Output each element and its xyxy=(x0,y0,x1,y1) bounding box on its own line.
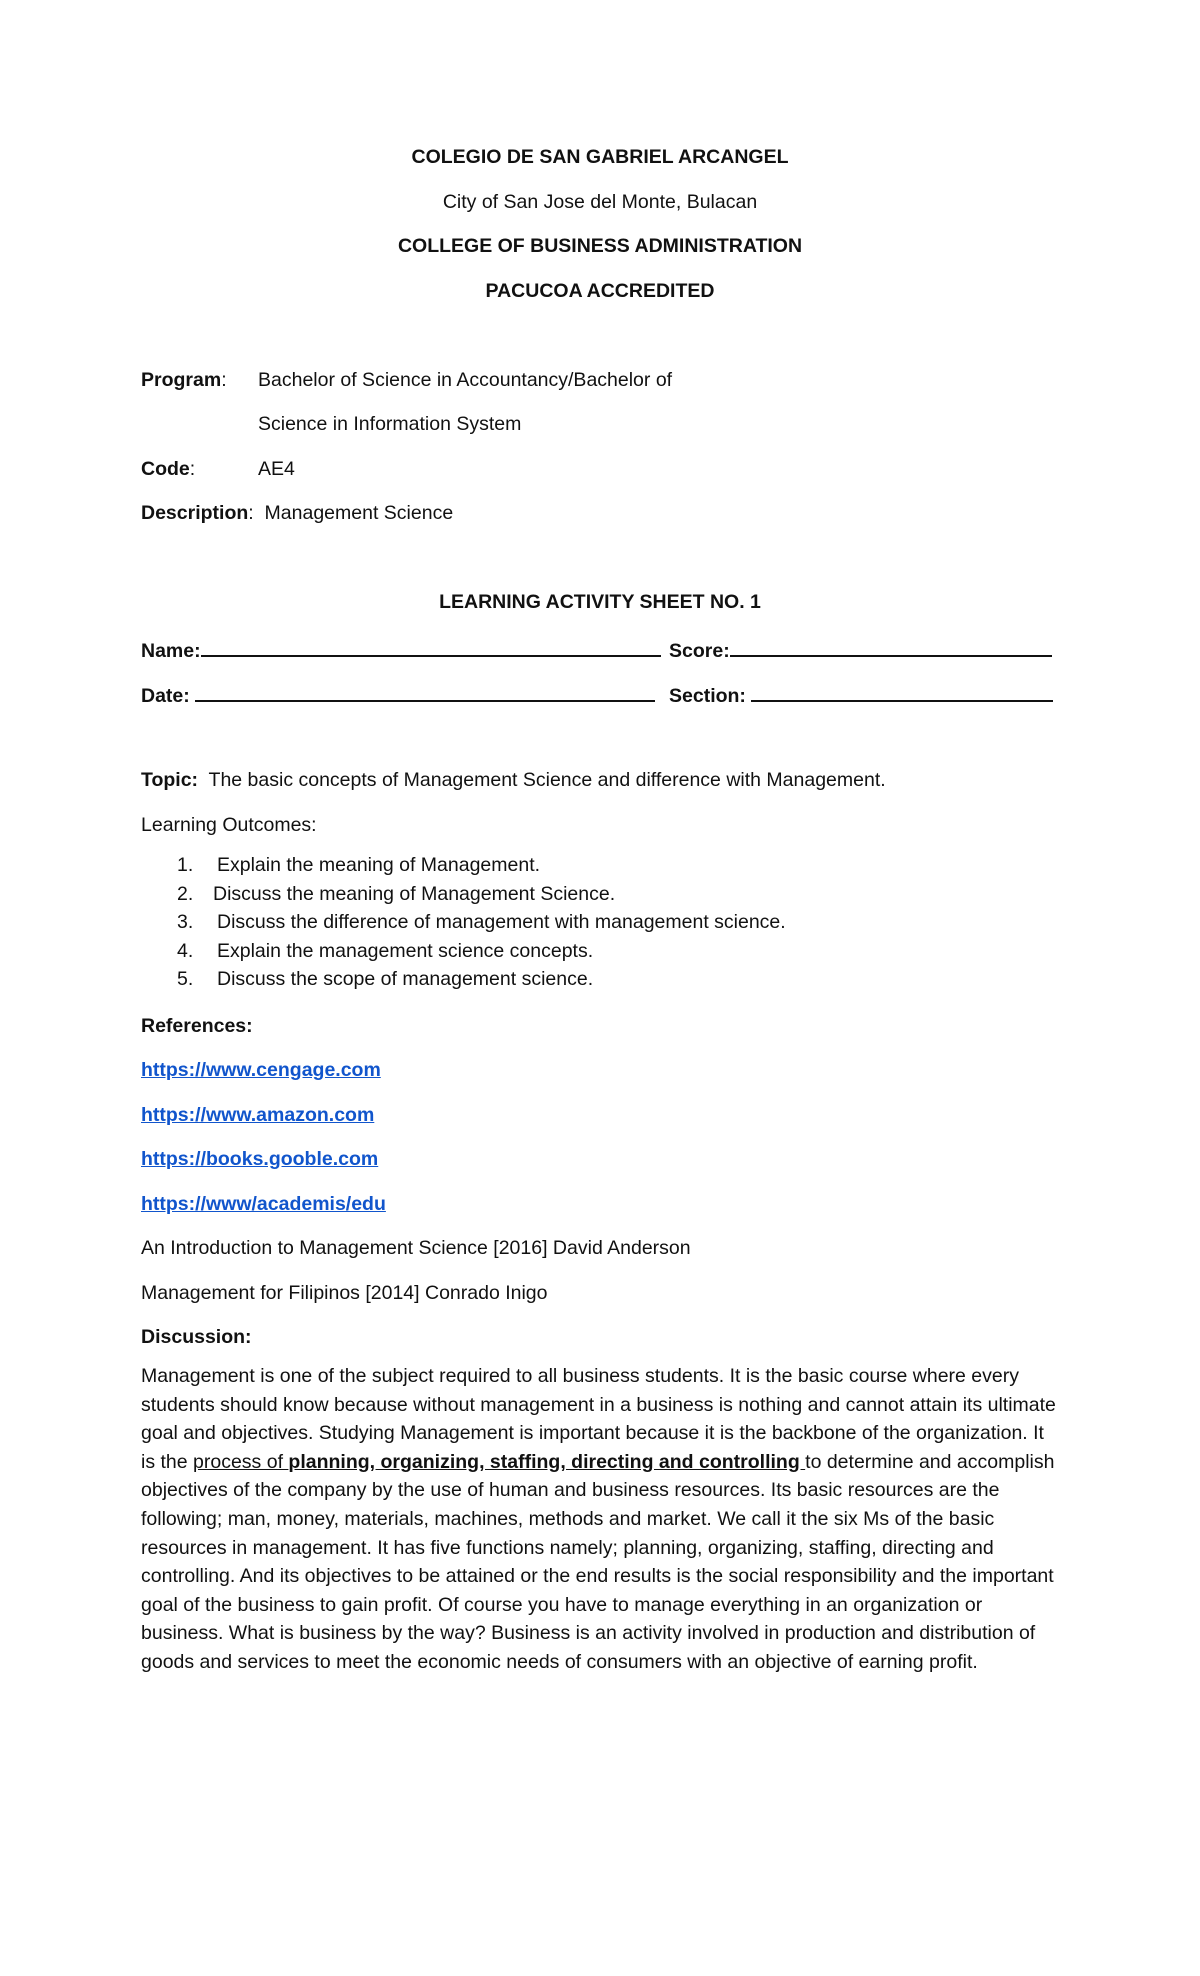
score-label: Score: xyxy=(669,640,730,662)
accreditation: PACUCOA ACCREDITED xyxy=(485,280,715,302)
section-field[interactable] xyxy=(669,678,1053,711)
description-label: Description xyxy=(141,502,249,524)
description-value: Management Science xyxy=(264,502,454,524)
topic-label: Topic: xyxy=(141,769,199,791)
reference-link-amazon[interactable]: https://www.amazon.com xyxy=(141,1104,375,1126)
score-field[interactable] xyxy=(669,633,1052,666)
college-name: COLLEGE OF BUSINESS ADMINISTRATION xyxy=(397,235,803,257)
name-field[interactable] xyxy=(141,633,661,666)
score-blank[interactable] xyxy=(730,633,1052,657)
sheet-title: LEARNING ACTIVITY SHEET NO. 1 xyxy=(439,591,761,613)
document-page: COLEGIO DE SAN GABRIEL ARCANGEL City of San Jose del Monte, Bulacan COLLEGE OF BUSINESS ADMINISTRATION PACUCOA ACCREDITED Program: Bachelor of Science in Accountancy/Bachelor of Science in Information System Code: AE4 Description: Management Science LEARNING ACTIVITY SHEET NO. 1 Name: Score: Date: Section: Topic: The basic concepts of Management Science and difference with Management. Learning Outcomes: 1. Explain the meaning of Management. 2. Discuss the meaning of Management Science. 3. Discuss the difference of management with management science. 4. Explain the management science concepts. 5. Discuss the scope of management science. References: https://www.cengage.com https://www.amazon.com https://books.gooble.com https://www/academis/edu An Introduction to Management Science [2016] David Anderson Management for Filipinos [2014] Conrado Inigo Discussion: Management is one of the subject required to all business students. It is the basic course where every students should know because without management in a business is nothing and cannot attain its ultimate goal and objectives. Studying Management is important because it is the backbone of the organization. It is the process of planning, organizing, staffing, directing and controlling to determine and accomplish objectives of the company by the use of human and business resources. Its basic resources are the following; man, money, materials, machines, methods and market. We call it the six Ms of the basic resources in management. It has five functions namely; planning, organizing, staffing, directing and controlling. And its objectives to be attained or the end results is the social responsibility and the important goal of the business to gain profit. Of course you have to manage everything in an organization or business. What is business by the way? Business is an activity involved in production and distribution of goods and services to meet the economic needs of consumers with an objective of earning profit. xyxy=(0,0,1200,1976)
reference-book-anderson: An Introduction to Management Science [2016] David Anderson xyxy=(141,1237,691,1259)
topic-row xyxy=(141,766,886,795)
school-name: COLEGIO DE SAN GABRIEL ARCANGEL xyxy=(411,146,789,168)
program-value-1: Bachelor of Science in Accountancy/Bachelor of xyxy=(258,369,673,391)
program-label: Program xyxy=(141,369,222,391)
date-field[interactable] xyxy=(141,678,655,711)
reference-link-row xyxy=(141,1190,386,1219)
discussion-paragraph: Management is one of the subject required to all business students. It is the basic course where every students should know because without management in a business is nothing and cannot attain its ultimate goal and objectives. Studying Management is important because it is the backbone of the organization. It is the process of planning, organizing, staffing, directing and controlling to determine and accomplish objectives of the company by the use of human and business resources. Its basic resources are the following; man, money, materials, machines, methods and market. We call it the six Ms of the basic resources in management. It has five functions namely; planning, organizing, staffing, directing and controlling. And its objectives to be attained or the end results is the social responsibility and the important goal of the business to gain profit. Of course you have to manage everything in an organization or business. What is business by the way? Business is an activity involved in production and distribution of goods and services to meet the economic needs of consumers with an objective of earning profit. xyxy=(141,1365,1056,1673)
name-label: Name: xyxy=(141,640,201,662)
reference-book-inigo: Management for Filipinos [2014] Conrado Inigo xyxy=(141,1282,548,1304)
reference-link-row xyxy=(141,1101,374,1130)
date-blank[interactable] xyxy=(195,678,655,702)
code-row: Code: xyxy=(141,458,196,480)
program-row: Program: xyxy=(141,369,227,391)
name-blank[interactable] xyxy=(201,633,661,657)
references-heading: References: xyxy=(141,1015,253,1037)
school-location: City of San Jose del Monte, Bulacan xyxy=(442,191,758,213)
outcomes-heading: Learning Outcomes: xyxy=(141,814,317,836)
date-label: Date: xyxy=(141,685,190,707)
program-value-2: Science in Information System xyxy=(258,413,522,435)
code-value: AE4 xyxy=(258,458,295,480)
reference-link-cengage[interactable]: https://www.cengage.com xyxy=(141,1059,381,1081)
reference-link-academis[interactable]: https://www/academis/edu xyxy=(141,1193,386,1215)
reference-link-row xyxy=(141,1145,378,1174)
section-blank[interactable] xyxy=(751,678,1053,702)
reference-link-row xyxy=(141,1056,381,1085)
topic-text: The basic concepts of Management Science and difference with Management. xyxy=(208,769,886,791)
description-row: Description: Management Science xyxy=(141,502,454,524)
code-label: Code xyxy=(141,458,190,480)
section-label: Section: xyxy=(669,685,746,707)
reference-link-books[interactable]: https://books.gooble.com xyxy=(141,1148,379,1170)
discussion-heading: Discussion: xyxy=(141,1326,252,1348)
